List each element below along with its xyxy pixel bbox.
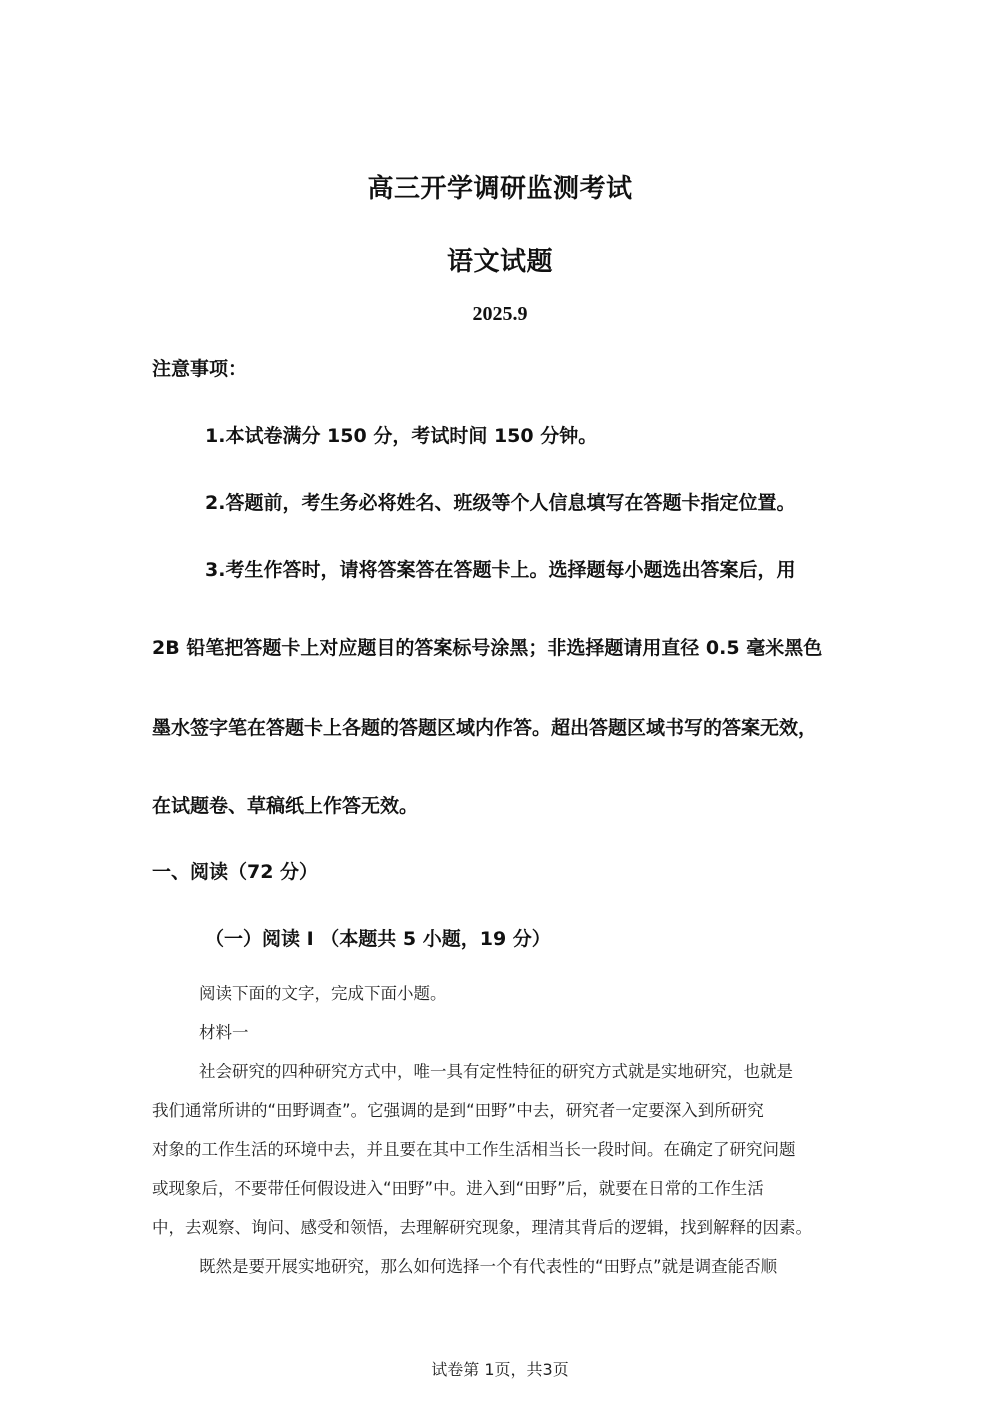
notice-item-continued: 墨水签字笔在答题卡上各题的答题区域内作答。超出答题区域书写的答案无效，: [152, 717, 818, 739]
notice-item-continued: 2B 铅笔把答题卡上对应题目的答案标号涂黑；非选择题请用直径 0.5 毫米黑色: [152, 637, 823, 659]
paragraph-line: 中，去观察、询问、感受和领悟，去理解研究现象，理清其背后的逻辑，找到解释的因素。: [152, 1218, 812, 1237]
notice-item: 3.考生作答时，请将答案答在答题卡上。选择题每小题选出答案后，用: [205, 559, 796, 581]
subsection-heading: （一）阅读 I （本题共 5 小题，19 分）: [205, 928, 551, 950]
paragraph-line: 对象的工作生活的环境中去，并且要在其中工作生活相当长一段时间。在确定了研究问题: [152, 1140, 796, 1159]
paragraph-line: 社会研究的四种研究方式中，唯一具有定性特征的研究方式就是实地研究，也就是: [199, 1062, 793, 1081]
notice-item: 1.本试卷满分 150 分，考试时间 150 分钟。: [205, 425, 598, 447]
section-heading: 一、阅读（72 分）: [152, 861, 319, 883]
notice-item-continued: 在试题卷、草稿纸上作答无效。: [152, 795, 419, 817]
reading-instruction: 阅读下面的文字，完成下面小题。: [199, 984, 447, 1003]
page-footer: 试卷第 1页，共3页: [431, 1360, 569, 1379]
exam-date: 2025.9: [472, 303, 528, 325]
paragraph-line: 既然是要开展实地研究，那么如何选择一个有代表性的“田野点”就是调查能否顺: [199, 1257, 778, 1276]
paragraph-line: 我们通常所讲的“田野调查”。它强调的是到“田野”中去，研究者一定要深入到所研究: [152, 1101, 764, 1120]
notice-item: 2.答题前，考生务必将姓名、班级等个人信息填写在答题卡指定位置。: [205, 492, 796, 514]
notice-heading: 注意事项：: [152, 358, 248, 380]
subject-title: 语文试题: [446, 247, 553, 277]
exam-title: 高三开学调研监测考试: [367, 174, 633, 204]
material-label: 材料一: [199, 1023, 249, 1042]
paragraph-line: 或现象后，不要带任何假设进入“田野”中。进入到“田野”后，就要在日常的工作生活: [152, 1179, 764, 1198]
